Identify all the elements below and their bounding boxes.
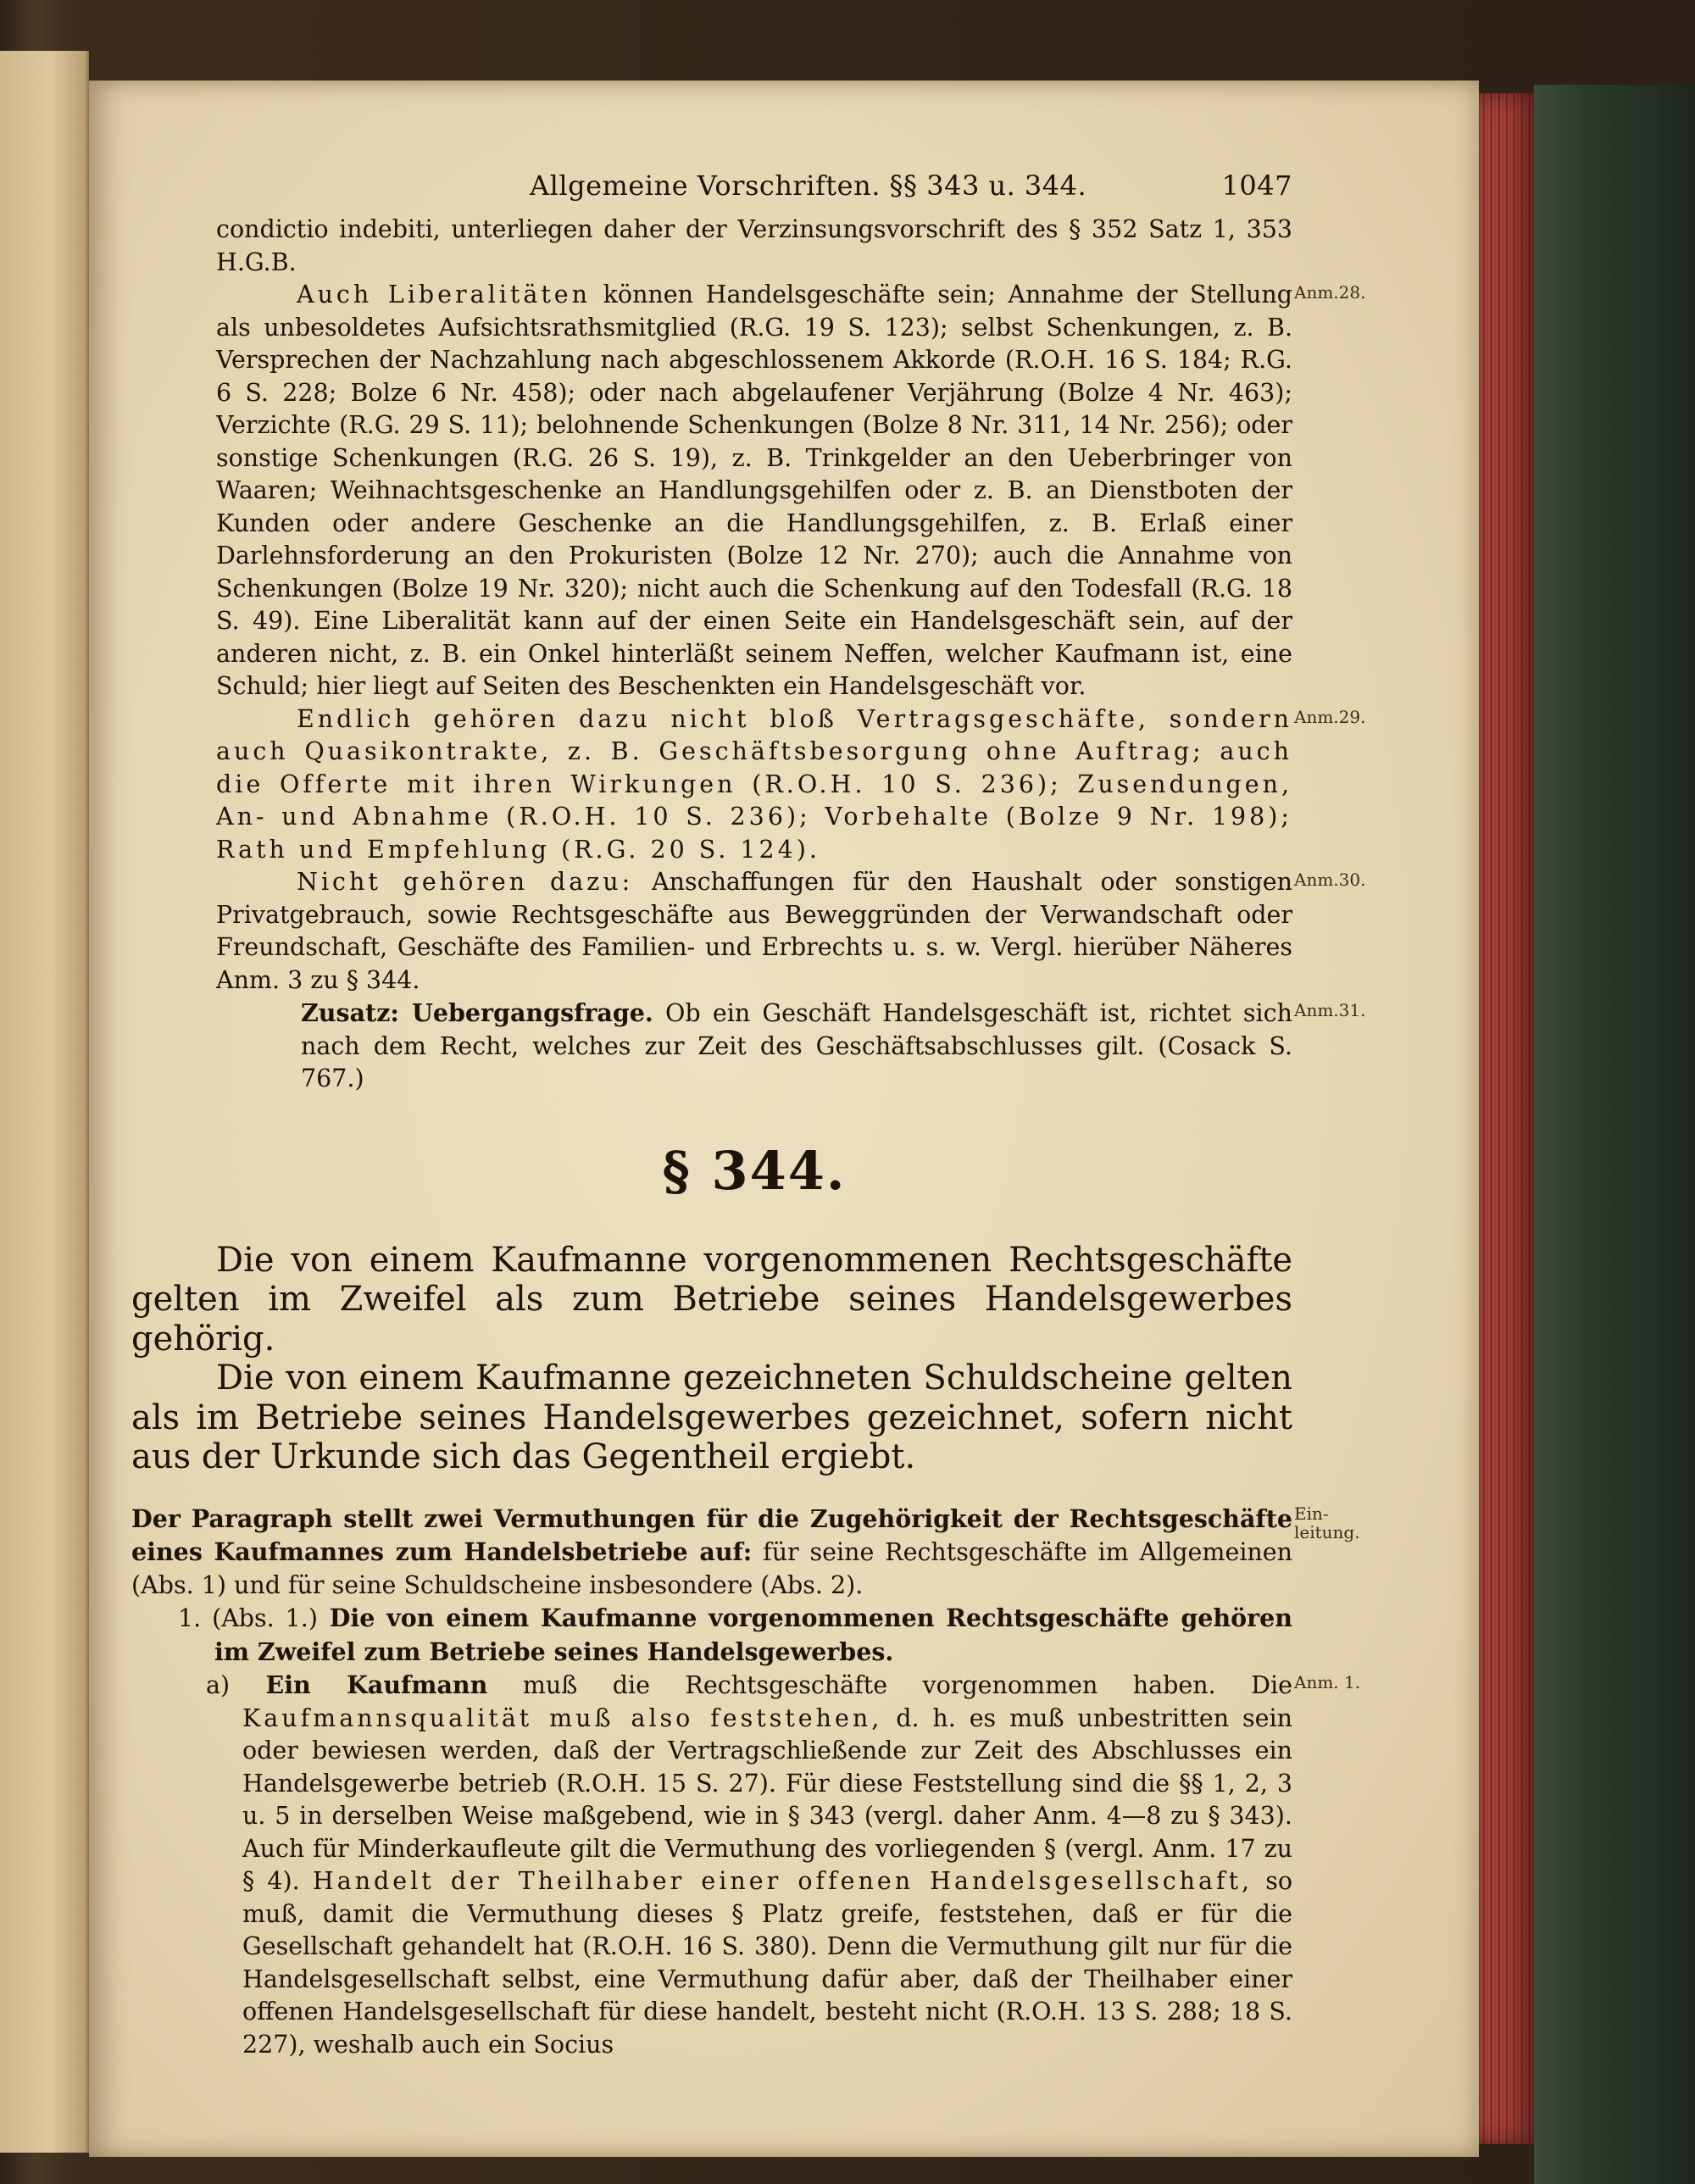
paragraph-condictio: condictio indebiti, unterliegen daher der Verzinsungsvorschrift des § 352 Satz 1, 353 H.G.B. [216,215,1292,276]
paragraph-zusatz: Zusatz: Uebergangsfrage. Ob ein Geschäft Handelsgeschäft ist, richtet sich nach dem Recht, welches zur Zeit des Geschäftsabschlusses gilt. (Cosack S. 767.) [301,998,1292,1092]
paragraph-nicht-gehoeren: Nicht gehören dazu: Anschaffungen für den Haushalt oder sonstigen Privatgebrauch, sowie Rechtsgeschäfte aus Beweggründen der Verwandschaft oder Freundschaft, Geschäfte des Familien- und Erbrechts u. s. w. Vergl. hierüber Näheres Anm. 3 zu § 344. [216,868,1293,994]
page-number: 1047 [1221,169,1292,202]
law-text-2: Die von einem Kaufmanne gezeichneten Schuldscheine gelten als im Betriebe seines Handelsgewerbes gezeichnet, sofern nicht aus der Urkunde sich das Gegentheil ergiebt. [131,1359,1292,1476]
margin-note-anm1: Anm. 1. [1294,1672,1361,1692]
section-heading: § 344. [662,1139,847,1202]
paragraph-endlich: Endlich gehören dazu nicht bloß Vertragsgeschäfte, sondern auch Quasikontrakte, z. B. Geschäftsbesorgung ohne Auftrag; auch die Offerte mit ihren Wirkungen (R.O.H. 10 S. 236); Zusendungen, An- und Abnahme (R.O.H. 10 S. 236); Vorbehalte (Bolze 9 Nr. 198); Rath und Empfehlung (R.G. 20 S. 124). [216,704,1292,864]
page-edges [1479,93,1542,2144]
margin-note-anm31: Anm.31. [1294,1000,1366,1020]
commentary-item-1: 1. (Abs. 1.) Die von einem Kaufmanne vorgenommenen Rechtsgeschäfte gehören im Zweifel zum Betriebe seines Handelsgewerbes. [178,1603,1292,1666]
running-head [530,169,1292,202]
law-text-1: Die von einem Kaufmanne vorgenommenen Rechtsgeschäfte gelten im Zweifel als zum Betriebe seines Handelsgewerbes gehörig. [131,1240,1292,1359]
margin-note-anm30: Anm.30. [1294,870,1366,890]
commentary-intro: Der Paragraph stellt zwei Vermuthungen für die Zugehörigkeit der Rechtsgeschäfte eines Kaufmannes zum Handelsbetriebe auf: für seine Rechtsgeschäfte im Allgemeinen (Abs. 1) und für seine Schuldscheine insbesondere (Abs. 2). [131,1503,1293,1599]
margin-note-einleitung: Ein- leitung. [1294,1503,1360,1542]
margin-note-anm29: Anm.29. [1294,706,1366,727]
book-cover [1534,85,1695,2184]
running-title: Allgemeine Vorschriften. §§ 343 u. 344. [530,169,1087,202]
commentary-item-a: a) Ein Kaufmann muß die Rechtsgeschäfte vorgenommen haben. Die Kaufmannsqualität muß also feststehen, d. h. es muß unbestritten sein oder bewiesen werden, daß der Vertragschließende zur Zeit des Abschlusses ein Handelsgewerbe betrieb (R.O.H. 15 S. 27). Für diese Feststellung sind die §§ 1, 2, 3 u. 5 in derselben Weise maßgebend, wie in § 343 (vergl. daher Anm. 4—8 zu § 343). Auch für Minderkaufleute gilt die Vermuthung des vorliegenden § (vergl. Anm. 17 zu § 4). Handelt der Theilhaber einer offenen Handelsgesellschaft, so muß, damit die Vermuthung dieses § Platz greife, feststehen, daß er für die Gesellschaft gehandelt hat (R.O.H. 16 S. 380). Denn die Vermuthung gilt nur für die Handelsgesellschaft selbst, eine Vermuthung dafür aber, daß der Theilhaber einer offenen Handelsgesellschaft für diese handelt, besteht nicht (R.O.H. 13 S. 288; 18 S. 227), weshalb auch ein Socius [206,1670,1292,2059]
page-content [131,169,1366,2061]
margin-note-anm28: Anm.28. [1294,282,1366,303]
spaced-term: Auch Liberalitäten [297,281,592,308]
paragraph-liberalitaeten: Auch Liberalitäten können Handelsgeschäfte sein; Annahme der Stellung als unbesoldetes Aufsichtsrathsmitglied (R.G. 19 S. 123); selbst Schenkungen, z. B. Versprechen der Nachzahlung nach abgeschlossenem Akkorde (R.O.H. 16 S. 184; R.G. 6 S. 228; Bolze 6 Nr. 458); oder nach abgelaufener Verjährung (Bolze 4 Nr. 463); Verzichte (R.G. 29 S. 11); belohnende Schenkungen (Bolze 8 Nr. 311, 14 Nr. 256); oder sonstige Schenkungen (R.G. 26 S. 19), z. B. Trinkgelder an den Ueberbringer von Waaren; Weihnachtsgeschenke an Handlungsgehilfen oder z. B. an Dienstboten der Kunden oder andere Geschenke an die Handlungsgehilfen, z. B. Erlaß einer Darlehnsforderung an den Prokuristen (Bolze 12 Nr. 270); auch die Annahme von Schenkungen (Bolze 19 Nr. 320); nicht auch die Schenkung auf den Todesfall (R.G. 18 S. 49). Eine Liberalität kann auf der einen Seite ein Handelsgeschäft sein, auf der anderen nicht, z. B. ein Onkel hinterläßt seinem Neffen, welcher Kaufmann ist, eine Schuld; hier liegt auf Seiten des Beschenkten ein Handelsgeschäft vor. [216,281,1292,700]
left-page-edge [0,51,89,2153]
